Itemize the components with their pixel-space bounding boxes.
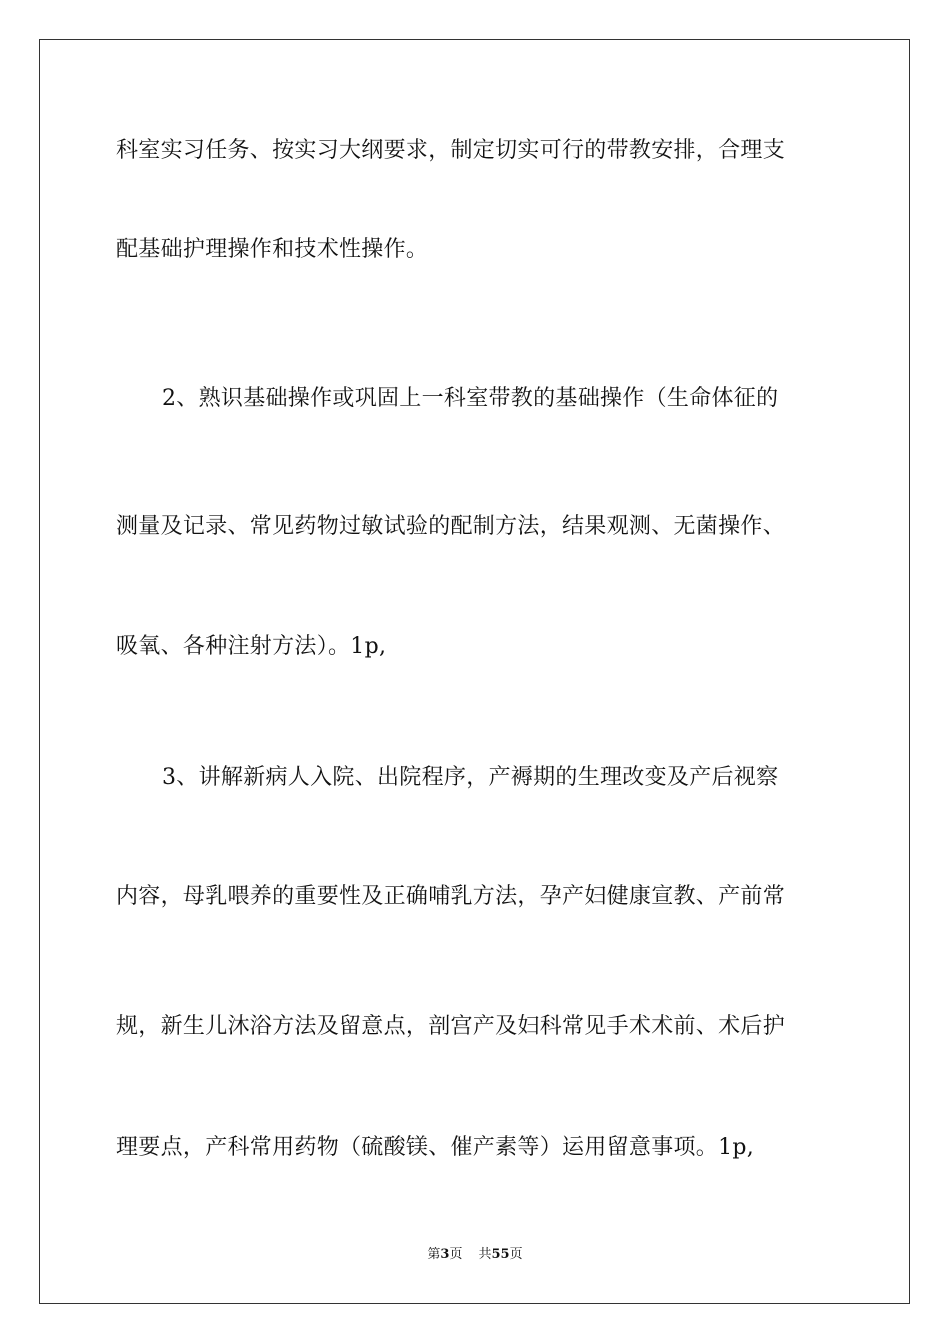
body-line-4: 测量及记录、常见药物过敏试验的配制方法，结果观测、无菌操作、 (116, 514, 786, 539)
footer-total-pages: 55 (491, 1247, 510, 1262)
footer-page-prefix: 第 (427, 1247, 441, 1262)
body-line-5: 吸氧、各种注射方法）。1p, (116, 634, 387, 659)
page-border (39, 39, 910, 1304)
body-line-7: 内容，母乳喂养的重要性及正确哺乳方法，孕产妇健康宣教、产前常 (116, 884, 786, 909)
footer-page-number: 3 (440, 1247, 450, 1262)
page-footer (0, 1246, 950, 1264)
body-line-1: 科室实习任务、按实习大纲要求，制定切实可行的带教安排，合理支 (116, 138, 786, 163)
body-line-3: 2、熟识基础操作或巩固上一科室带教的基础操作（生命体征的 (162, 386, 779, 411)
footer-page-suffix: 页 (449, 1247, 463, 1262)
body-line-8: 规，新生儿沐浴方法及留意点，剖宫产及妇科常见手术术前、术后护 (116, 1014, 786, 1039)
body-line-6: 3、讲解新病人入院、出院程序，产褥期的生理改变及产后视察 (162, 765, 779, 790)
body-line-9: 理要点，产科常用药物（硫酸镁、催产素等）运用留意事项。1p, (116, 1135, 755, 1160)
footer-total-suffix: 页 (509, 1247, 523, 1262)
body-line-2: 配基础护理操作和技术性操作。 (116, 237, 429, 262)
footer-total-prefix: 共 (478, 1247, 492, 1262)
